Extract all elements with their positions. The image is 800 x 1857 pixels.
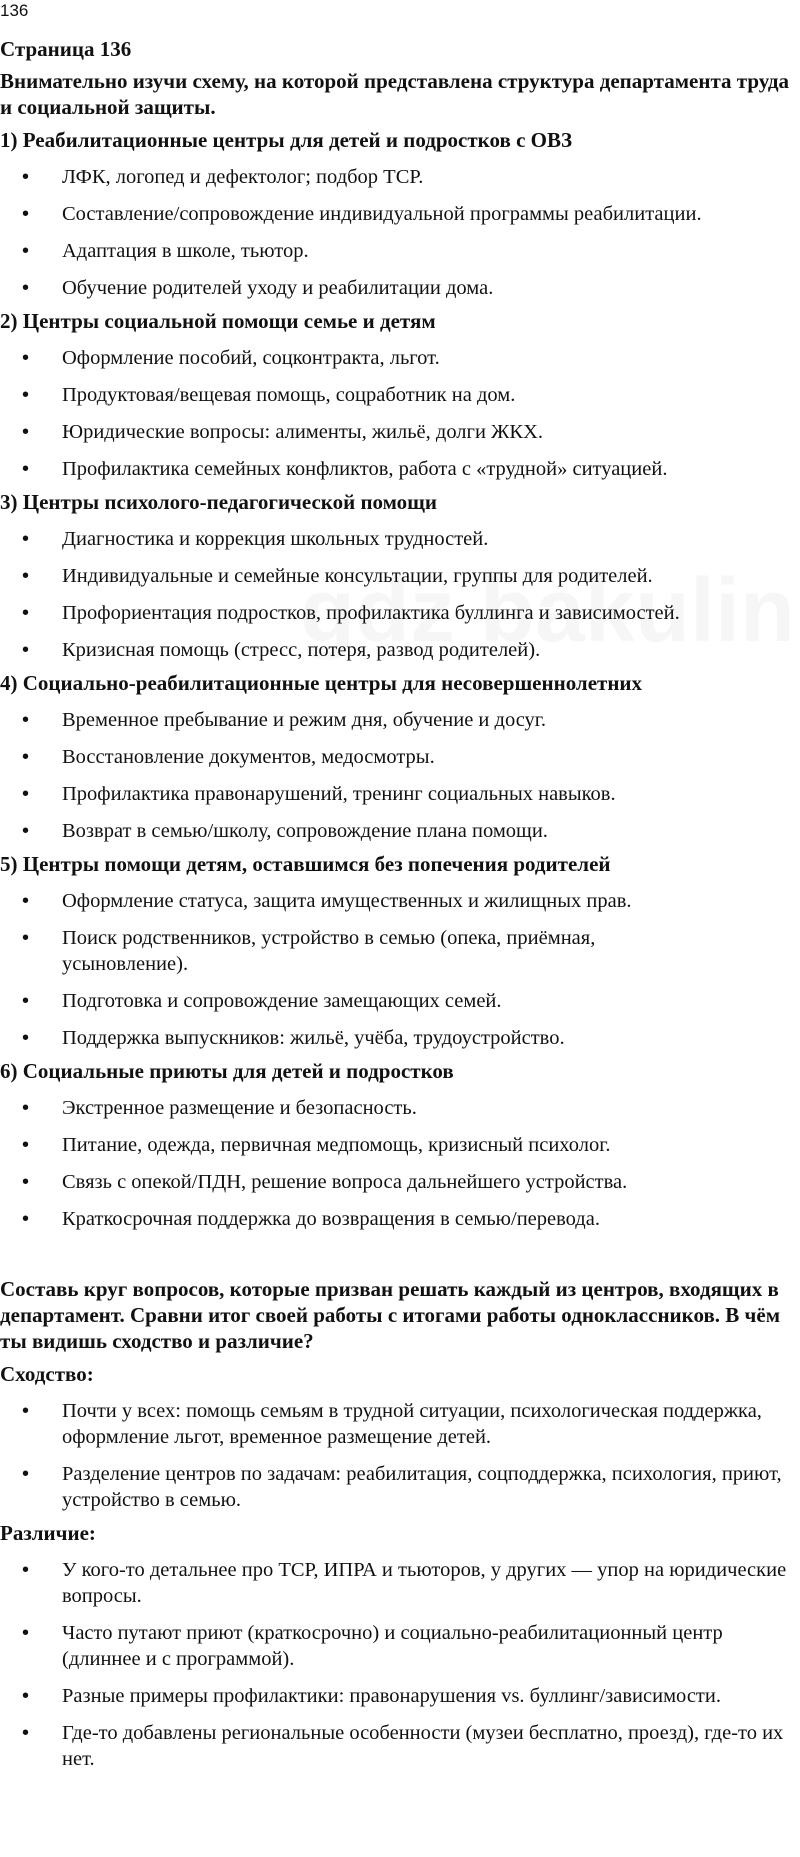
task-text: Внимательно изучи схему, на которой представлена структура департамента труда и социальной защиты. bbox=[0, 69, 790, 119]
bullet-list bbox=[0, 1095, 798, 1232]
list-item-text: Питание, одежда, первичная медпомощь, кризисный психолог. bbox=[62, 1134, 611, 1156]
bullet-icon: • bbox=[22, 1027, 30, 1049]
list-item bbox=[0, 1025, 798, 1051]
list-item bbox=[0, 1206, 798, 1232]
list-item-text: Почти у всех: помощь семьям в трудной ситуации, психологическая поддержка, оформление льгот, временное размещение детей. bbox=[62, 1400, 762, 1448]
section-title: 3) Центры психолого-педагогической помощи bbox=[0, 490, 438, 514]
list-item bbox=[0, 1095, 798, 1121]
bullet-icon: • bbox=[22, 1622, 30, 1644]
bullet-list bbox=[0, 888, 798, 1051]
bullet-list bbox=[0, 707, 798, 844]
list-item bbox=[0, 419, 798, 445]
section-1 bbox=[0, 127, 798, 301]
bullet-icon: • bbox=[22, 565, 30, 587]
section-title: 1) Реабилитационные центры для детей и подростков с ОВЗ bbox=[0, 128, 573, 152]
list-item-text: Экстренное размещение и безопасность. bbox=[62, 1097, 417, 1119]
list-item bbox=[0, 1169, 798, 1195]
bullet-icon: • bbox=[22, 203, 30, 225]
list-item-text: Краткосрочная поддержка до возвращения в семью/перевода. bbox=[62, 1208, 600, 1230]
page-title: Страница 136 bbox=[0, 37, 132, 61]
list-item-text: Разделение центров по задачам: реабилитация, соцподдержка, психология, приют, устройство в семью. bbox=[62, 1463, 782, 1511]
list-item-text: Профориентация подростков, профилактика буллинга и зависимостей. bbox=[62, 602, 680, 624]
bullet-list bbox=[0, 345, 798, 482]
bullet-icon: • bbox=[22, 639, 30, 661]
list-item-text: Связь с опекой/ПДН, решение вопроса дальнейшего устройства. bbox=[62, 1171, 628, 1193]
bullet-icon: • bbox=[22, 1171, 30, 1193]
bullet-icon: • bbox=[22, 890, 30, 912]
bullet-icon: • bbox=[22, 1097, 30, 1119]
bullet-icon: • bbox=[22, 240, 30, 262]
list-item bbox=[0, 1557, 798, 1609]
list-item bbox=[0, 781, 798, 807]
bullet-icon: • bbox=[22, 1559, 30, 1581]
list-item-text: Возврат в семью/школу, сопровождение плана помощи. bbox=[62, 820, 548, 842]
difference-section bbox=[0, 1520, 798, 1772]
list-item bbox=[0, 201, 798, 227]
list-item bbox=[0, 563, 798, 589]
list-item bbox=[0, 888, 798, 914]
bullet-list bbox=[0, 1557, 798, 1772]
bullet-icon: • bbox=[22, 458, 30, 480]
list-item bbox=[0, 925, 798, 977]
question-text: Составь круг вопросов, которые призван решать каждый из центров, входящих в департамент. Сравни итог своей работы с итогами работы одноклассников. В чём ты видишь сходство и различие? bbox=[0, 1277, 781, 1353]
section-title: 2) Центры социальной помощи семье и детям bbox=[0, 309, 436, 333]
section-title: 5) Центры помощи детям, оставшимся без попечения родителей bbox=[0, 852, 611, 876]
bullet-icon: • bbox=[22, 746, 30, 768]
list-item-text: Профилактика семейных конфликтов, работа с «трудной» ситуацией. bbox=[62, 458, 668, 480]
list-item bbox=[0, 1683, 798, 1709]
bullet-icon: • bbox=[22, 1685, 30, 1707]
list-item bbox=[0, 456, 798, 482]
list-item bbox=[0, 744, 798, 770]
list-item bbox=[0, 238, 798, 264]
list-item bbox=[0, 1461, 798, 1513]
list-item-text: Обучение родителей уходу и реабилитации дома. bbox=[62, 277, 494, 299]
list-item-text: Поиск родственников, устройство в семью (опека, приёмная, усыновление). bbox=[62, 927, 596, 975]
list-item bbox=[0, 637, 798, 663]
list-item bbox=[0, 1398, 798, 1450]
list-item bbox=[0, 164, 798, 190]
similarity-section bbox=[0, 1361, 798, 1513]
list-item bbox=[0, 1132, 798, 1158]
list-item-text: Профилактика правонарушений, тренинг социальных навыков. bbox=[62, 783, 616, 805]
list-item-text: Где-то добавлены региональные особенности (музеи бесплатно, проезд), где-то их нет. bbox=[62, 1722, 784, 1770]
bullet-icon: • bbox=[22, 990, 30, 1012]
list-item bbox=[0, 818, 798, 844]
bullet-icon: • bbox=[22, 1463, 30, 1485]
list-item-text: Временное пребывание и режим дня, обучение и досуг. bbox=[62, 709, 547, 731]
list-item bbox=[0, 707, 798, 733]
bullet-list bbox=[0, 526, 798, 663]
bullet-icon: • bbox=[22, 277, 30, 299]
list-item bbox=[0, 600, 798, 626]
bullet-icon: • bbox=[22, 347, 30, 369]
list-item-text: Продуктовая/вещевая помощь, соцработник на дом. bbox=[62, 384, 516, 406]
list-item-text: Юридические вопросы: алименты, жильё, долги ЖКХ. bbox=[62, 421, 544, 443]
list-item-text: Подготовка и сопровождение замещающих семей. bbox=[62, 990, 502, 1012]
list-item bbox=[0, 988, 798, 1014]
bullet-icon: • bbox=[22, 1722, 30, 1744]
list-item-text: Адаптация в школе, тьютор. bbox=[62, 240, 309, 262]
section-4 bbox=[0, 670, 798, 844]
section-title: 4) Социально-реабилитационные центры для несовершеннолетних bbox=[0, 671, 643, 695]
list-item-text: ЛФК, логопед и дефектолог; подбор ТСР. bbox=[62, 166, 424, 188]
list-item bbox=[0, 275, 798, 301]
list-item-text: Разные примеры профилактики: правонарушения vs. буллинг/зависимости. bbox=[62, 1685, 721, 1707]
list-item-text: Оформление пособий, соцконтракта, льгот. bbox=[62, 347, 440, 369]
section-title: 6) Социальные приюты для детей и подростков bbox=[0, 1059, 454, 1083]
bullet-icon: • bbox=[22, 1134, 30, 1156]
list-item bbox=[0, 345, 798, 371]
bullet-icon: • bbox=[22, 166, 30, 188]
bullet-icon: • bbox=[22, 820, 30, 842]
bullet-list bbox=[0, 1398, 798, 1513]
section-title: Различие: bbox=[0, 1521, 96, 1545]
page-number: 136 bbox=[0, 1, 29, 20]
list-item-text: Кризисная помощь (стресс, потеря, развод родителей). bbox=[62, 639, 541, 661]
section-3 bbox=[0, 489, 798, 663]
list-item-text: Восстановление документов, медосмотры. bbox=[62, 746, 435, 768]
section-6 bbox=[0, 1058, 798, 1232]
list-item bbox=[0, 1620, 798, 1672]
list-item-text: Индивидуальные и семейные консультации, группы для родителей. bbox=[62, 565, 653, 587]
bullet-icon: • bbox=[22, 421, 30, 443]
list-item bbox=[0, 526, 798, 552]
spacer bbox=[0, 1232, 798, 1276]
bullet-icon: • bbox=[22, 709, 30, 731]
bullet-icon: • bbox=[22, 602, 30, 624]
list-item-text: Составление/сопровождение индивидуальной программы реабилитации. bbox=[62, 203, 702, 225]
list-item-text: Часто путают приют (краткосрочно) и социально-реабилитационный центр (длиннее и с программой). bbox=[62, 1622, 723, 1670]
list-item bbox=[0, 1720, 798, 1772]
section-5 bbox=[0, 851, 798, 1051]
document-content bbox=[0, 36, 798, 1772]
bullet-list bbox=[0, 164, 798, 301]
bullet-icon: • bbox=[22, 1208, 30, 1230]
bullet-icon: • bbox=[22, 783, 30, 805]
bullet-icon: • bbox=[22, 1400, 30, 1422]
list-item bbox=[0, 382, 798, 408]
list-item-text: Оформление статуса, защита имущественных и жилищных прав. bbox=[62, 890, 632, 912]
bullet-icon: • bbox=[22, 384, 30, 406]
list-item-text: Поддержка выпускников: жильё, учёба, трудоустройство. bbox=[62, 1027, 565, 1049]
section-title: Сходство: bbox=[0, 1362, 94, 1386]
list-item-text: У кого-то детальнее про ТСР, ИПРА и тьюторов, у других — упор на юридические вопросы. bbox=[62, 1559, 787, 1607]
section-2 bbox=[0, 308, 798, 482]
bullet-icon: • bbox=[22, 528, 30, 550]
list-item-text: Диагностика и коррекция школьных трудностей. bbox=[62, 528, 489, 550]
bullet-icon: • bbox=[22, 927, 30, 949]
